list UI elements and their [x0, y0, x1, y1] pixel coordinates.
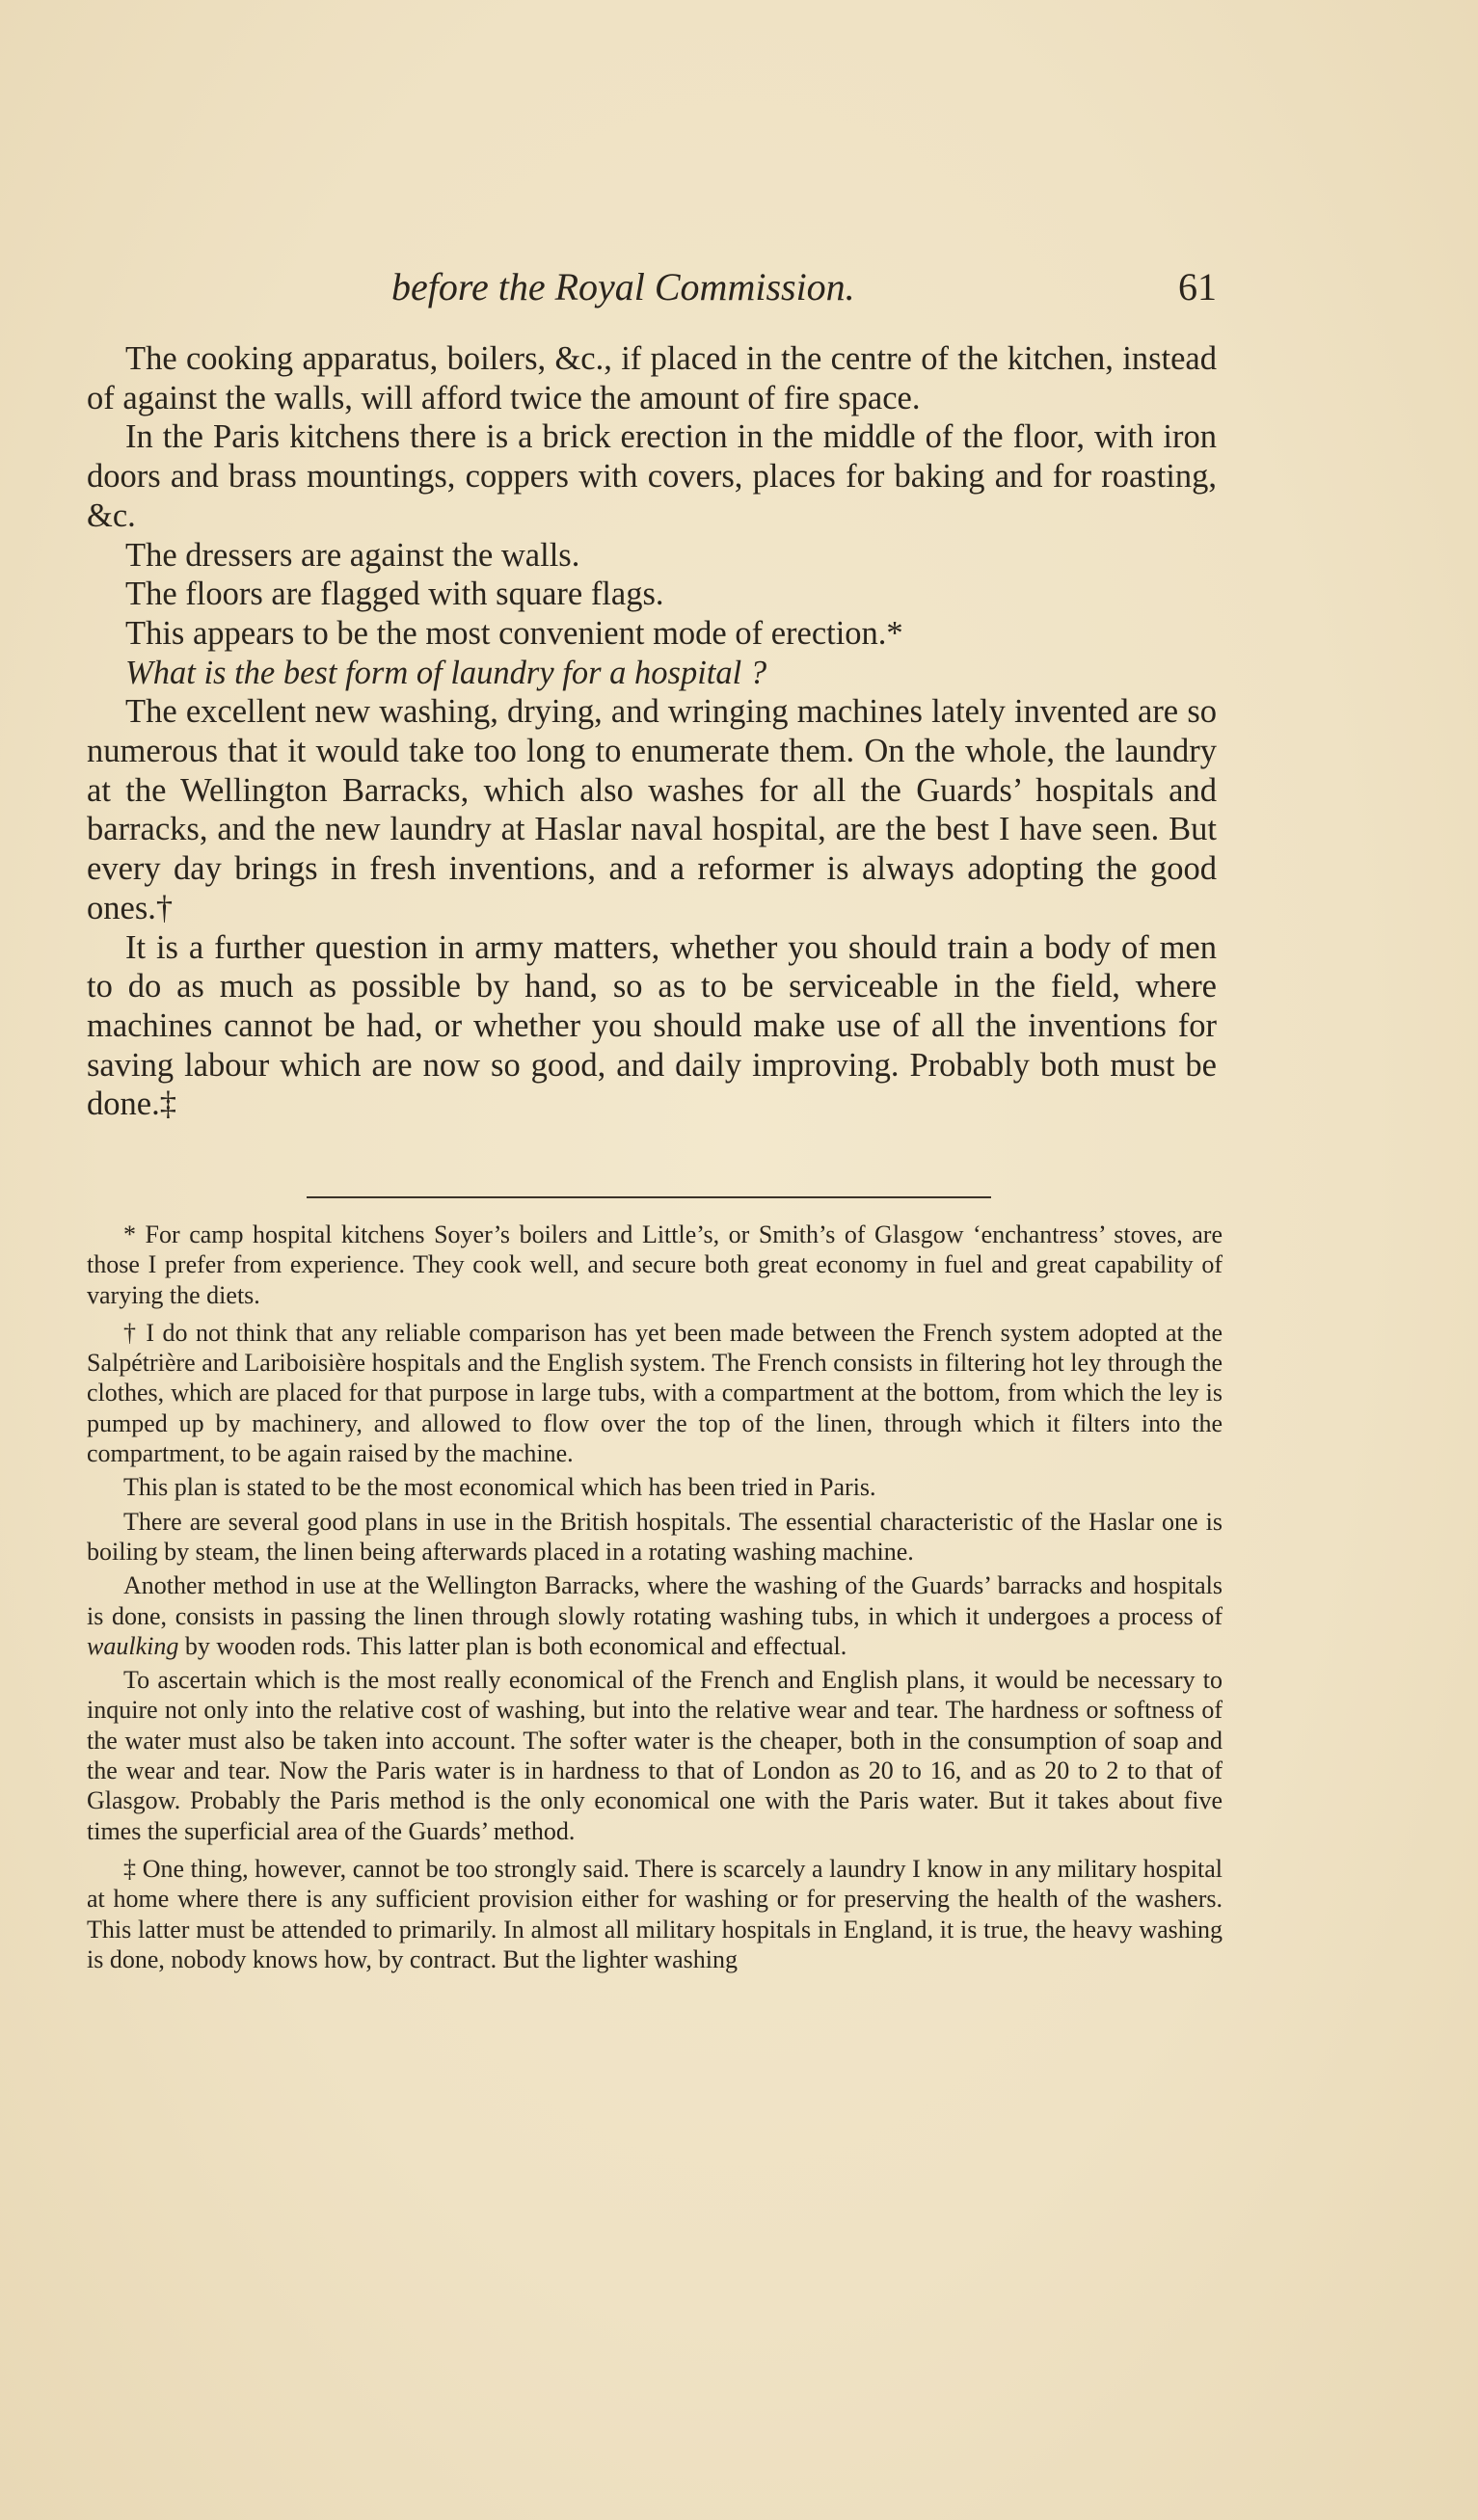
paragraph-paris-kitchens: In the Paris kitchens there is a brick erection in the middle of the floor, with iron doors and brass mountings, coppers with covers, places for baking and for roasting, &c.	[87, 418, 1217, 534]
footnote-asterisk: * For camp hospital kitchens Soyer’s boilers and Little’s, or Smith’s of Glasgow ‘enchantress’ stoves, are those I prefer from experience. They cook well, and secure both great economy in fuel and great capability of varying the diets.	[87, 1220, 1223, 1309]
footnote-divider	[307, 1196, 991, 1198]
paragraph-cooking-apparatus: The cooking apparatus, boilers, &c., if placed in the centre of the kitchen, instead of against the walls, will afford twice the amount of fire space.	[87, 340, 1217, 416]
paragraph-washing-machines: The excellent new washing, drying, and wringing machines lately invented are so numerous that it would take too long to enumerate them. On the whole, the laundry at the Wellington Barracks, which also washes for all the Guards’ hospitals and barracks, and the new laundry at Haslar naval hospital, are the best I have seen. But every day brings in fresh inventions, and a reformer is always adopting the good ones.†	[87, 693, 1217, 926]
running-title: before the Royal Commission.	[391, 265, 855, 308]
paragraph-floors: The floors are flagged with square flags.	[125, 576, 664, 613]
footnote-comparison: To ascertain which is the most really economical of the French and English plans, it would be necessary to inquire not only into the relative cost of washing, but into the relative wear and tear. The hardness or softness of the water must also be taken into account. The softer water is the cheaper, both in the consumption of soap and the wear and tear. Now the Paris water is in hardness to that of London as 20 to 16, and as 20 to 2 to that of Glasgow. Probably the Paris method is the only economical one with the Paris water. But it takes about five times the superficial area of the Guards’ method.	[87, 1666, 1223, 1845]
paragraph-army-matters: It is a further question in army matters, whether you should train a body of men to do as much as possible by hand, so as to be serviceable in the field, where machines cannot be had, or whether you should make use of all the inventions for saving labour which are now so good, and daily improving. Probably both must be done.‡	[87, 928, 1217, 1123]
footnote-british-hospitals: There are several good plans in use in the British hospitals. The essential characteristic of the Haslar one is boiling by steam, the linen being afterwards placed in a rotating washing machine.	[87, 1507, 1223, 1566]
question-laundry: What is the best form of laundry for a hospital ?	[125, 654, 767, 691]
footnote-paris-plan: This plan is stated to be the most economical which has been tried in Paris.	[123, 1473, 876, 1502]
footnote-double-dagger: ‡ One thing, however, cannot be too strongly said. There is scarcely a laundry I know in any military hospital at home where there is any sufficient provision either for washing or for preserving the health of the washers. This latter must be attended to primarily. In almost all military hospitals in England, it is true, the heavy washing is done, nobody knows how, by contract. But the lighter washing	[87, 1854, 1223, 1973]
footnote-waulking-term: waulking	[87, 1631, 179, 1660]
paragraph-mode-of-erection: This appears to be the most convenient mode of erection.*	[125, 614, 903, 652]
footnote-wellington-method	[87, 1570, 1223, 1661]
footnote-wellington-text-end: by wooden rods. This latter plan is both economical and effectual.	[178, 1631, 847, 1660]
footnotes	[87, 1220, 1223, 1974]
page-header	[87, 258, 1217, 316]
footnote-dagger: † I do not think that any reliable comparison has yet been made between the French system adopted at the Salpétrière and Lariboisière hospitals and the English system. The French consists in filtering hot ley through the clothes, which are placed for that purpose in large tubs, with a compartment at the bottom, from which the ley is pumped up by machinery, and allowed to flow over the top of the linen, through which it filters into the compartment, to be again raised by the machine.	[87, 1318, 1223, 1468]
page-number: 61	[1178, 265, 1217, 308]
paragraph-dressers: The dressers are against the walls.	[125, 536, 580, 574]
main-text	[87, 339, 1217, 1124]
footnote-wellington-text-start: Another method in use at the Wellington Barracks, where the washing of the Guards’ barracks and hospitals is done, consists in passing the linen through slowly rotating washing tubs, in which it undergoes a process of	[87, 1571, 1223, 1630]
